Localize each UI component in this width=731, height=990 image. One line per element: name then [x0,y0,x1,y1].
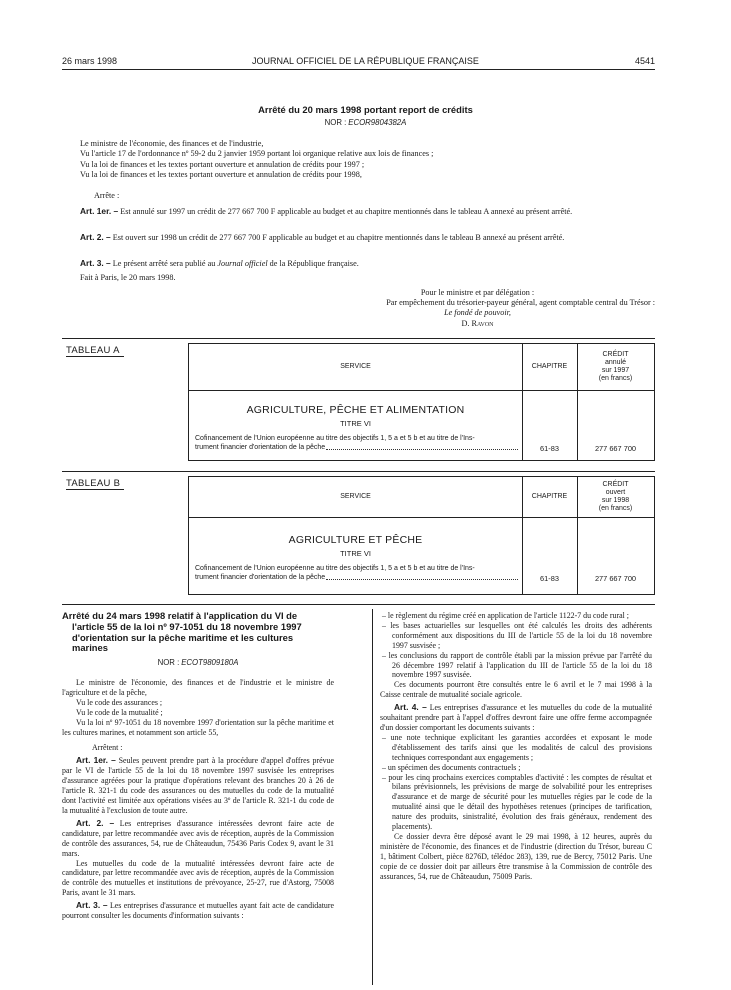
col-chapitre: CHAPITRE [531,493,568,500]
visa-line: Vu la loi de finances et les textes portant ouverture et annulation de crédits pour 1997 ; [80,159,365,169]
col-credit-line: ouvert [605,489,626,496]
arrete1-article-2 [66,232,655,243]
list-item: – les bases actuarielles sur lesquelles ont été calculés les droits des adhérents conformément aux dispositions du III de l'article 55 de la loi du 18 novembre 1997 susvisée ; [382,620,653,650]
column-rule [372,609,373,985]
col-credit [577,477,654,517]
description-line-dotted [195,573,520,582]
signature-line-1: Pour le ministre et par délégation : [420,288,535,297]
col-service: SERVICE [340,493,371,500]
arrete2-article-4 [380,703,652,733]
article-text: Les entreprises d'assurance et mutuelles ayant fait acte de candidature pourront consulter les documents d'information suivants : [62,901,334,921]
header-rule [62,69,655,70]
tableau-a-label-underline [66,356,124,357]
chapitre-value: 61-83 [540,574,559,583]
article-label: Art. 1er. – [76,755,116,766]
col-credit [577,344,654,390]
arrete1-article-3 [66,258,655,269]
arrete2-arretent: Arrêtent : [92,742,123,752]
title-line: d'orientation sur la pêche maritime et les cultures [72,631,294,643]
list-item-text: pour les cinq prochains exercices comptables d'activité : les comptes de résultat et bilans prévisionnels, les prévisions de marge de solvabilité pour les entreprises d'assurance et de marge de sécurité pour les mutuelles régies par le code de la mutualité ainsi que le détail des hypothèses retenues (principes de tarification, nature des produits, sinistralité, évolution des frais généraux, rendement des placements). [388,772,653,832]
credit-value: 277 667 700 [594,574,637,583]
section-rule [62,604,655,605]
article-text: Est ouvert sur 1998 un crédit de 277 667 700 F applicable au budget et au chapitre mentionnés dans le tableau B annexé au présent arrêté. [112,233,565,242]
signature-name: D. Ravon [461,319,494,328]
list-item: – le règlement du régime créé en application de l'article 1122-7 du code rural ; [382,611,629,620]
tableau-b-label: TABLEAU B [66,478,121,489]
arrete1-article-1 [66,206,655,217]
tableau-b-label-underline [66,489,124,490]
article-text: Le présent arrêté sera publié au [112,259,216,268]
tableau-a-rule [62,338,655,339]
signature-line-3: Le fondé de pouvoir, [444,308,511,317]
tableau-b [188,476,655,595]
titre-label: TITRE VI [340,549,371,558]
visa-line: Le ministre de l'économie, des finances et de l'industrie, [80,139,264,148]
article-text: Est annulé sur 1997 un crédit de 277 667 700 F applicable au budget et au chapitre mentionnés dans le tableau A annexé au présent arrêté. [120,207,573,216]
ministry-name: AGRICULTURE ET PÊCHE [288,534,423,546]
tableau-a [188,343,655,461]
article-text: Seules peuvent prendre part à la procédure d'appel d'offres prévue par le VI de l'article 55 de la loi du 18 novembre 1997 susvisée les entreprises d'assurance agréées pour la pratique d'opérations relevant des branches 20 à 26 de l'article R. 321-1 du code des assurances ou des mutuelles du code de la mutualité dont l'activité est limitée aux opérations visées au 3º de l'article R. 321-1 du code de la mutualité à l'exclusion de toute autre. [62,756,334,815]
arrete2-article-1 [62,756,334,815]
list-item-text: une note technique explicitant les garanties accordées et exposant le mode d'établissement des tarifs ainsi que les modalités de calcul des provisions techniques correspondant aux engagements ; [390,732,652,762]
arrete1-title: Arrêté du 20 mars 1998 portant report de crédits [258,104,473,115]
arrete2-article-2-para2: Les mutuelles du code de la mutualité intéressées devront faire acte de candidature, par lettre recommandée avec avis de réception, auprès de la Commission de contrôle des mutuelles et institutions de prévoyance, 25-27, rue d'Astorg, 75008 Paris, avant le 31 mars. [62,858,334,898]
title-line: Arrêté du 24 mars 1998 relatif à l'application du VI de [62,610,298,621]
col-credit-line: sur 1997 [601,367,630,374]
col-credit-line: (en francs) [598,375,633,382]
description-line: Cofinancement de l'Union européenne au titre des objectifs 1, 5 a et 5 b et au titre de l'Ins- [195,435,475,442]
col-credit-line: CRÉDIT [602,481,629,488]
visa-line: Vu le code de la mutualité ; [76,707,163,717]
arrete1-arrete: Arrête : [94,191,120,200]
list-item: – pour les cinq prochains exercices comptables d'activité : les comptes de résultat et bilans prévisionnels, les prévisions de marge de solvabilité pour les entreprises d'assurance et de marge de sécurité pour les mutuelles régies par le code de la mutualité ainsi que le détail des hypothèses retenues (principes de tarification, nature des produits, sinistralité, évolution des frais généraux, rendement des placements). [382,772,653,832]
titre-label: TITRE VI [340,419,371,428]
dot-leader [326,579,518,580]
consultation-paragraph: Ces documents pourront être consultés entre le 6 avril et le 7 mai 1998 à la Caisse centrale de mutualité sociale agricole. [380,680,652,700]
tableau-a-label: TABLEAU A [66,345,120,356]
header-date: 26 mars 1998 [62,56,118,66]
article-text: de la République française. [269,259,359,268]
arrete2-title [62,611,334,654]
article-label: Art. 2. – [80,232,111,242]
arrete2-nor [62,658,334,668]
list-item-text: les bases actuarielles sur lesquelles ont été calculés les droits des adhérents conformément aux dispositions du III de l'article 55 de la loi du 18 novembre 1997 susvisée ; [390,620,653,650]
description-line-dotted [195,443,520,452]
col-credit-line: sur 1998 [601,497,630,504]
description-line: trument financier d'orientation de la pêche [195,574,326,581]
col-service: SERVICE [340,363,371,370]
header-journal-title: JOURNAL OFFICIEL DE LA RÉPUBLIQUE FRANÇAISE [252,56,479,66]
dot-leader [326,449,518,450]
article-label: Art. 4. – [394,702,427,713]
visa-line: Vu l'article 17 de l'ordonnance nº 59-2 du 2 janvier 1959 portant loi organique relative aux lois de finances ; [80,149,434,159]
signature-line-2: Par empêchement du trésorier-payeur général, agent comptable central du Trésor : [386,298,655,307]
list-item-text: un spécimen des documents contractuels ; [387,762,521,772]
arrete2-right-column [380,611,652,881]
tableau-b-rule [62,471,655,472]
nor-label: NOR : [324,118,347,127]
line-description [195,564,520,582]
list-item: – un spécimen des documents contractuels ; [382,762,521,772]
col-credit-line: (en francs) [598,505,633,512]
col-credit-line: CRÉDIT [602,351,629,358]
nor-code: ECOT9809180A [181,658,239,668]
line-description [195,434,520,452]
visa-line: Le ministre de l'économie, des finances et de l'industrie et le ministre de l'agriculture et de la pêche, [62,678,334,697]
col-credit-line: annulé [604,359,627,366]
article-text: Les entreprises d'assurance et les mutuelles du code de la mutualité souhaitant prendre part à l'appel d'offres devront faire une offre ferme accompagnée d'un dossier comportant les documents suivants : [380,703,652,732]
header-divider [189,517,654,518]
col-chapitre: CHAPITRE [531,363,568,370]
article-label: Art. 1er. – [80,206,119,216]
visa-line: Vu le code des assurances ; [76,697,163,707]
final-paragraph: Ce dossier devra être déposé avant le 29 mai 1998, à 12 heures, auprès du ministère de l'économie, des finances et de l'industrie (direction du Trésor, bureau C 1, bâtiment Colbert, pièce 8276D, télédoc 283), 139, rue de Bercy, 75012 Paris. Une copie de ce dossier doit par ailleurs être transmise à la Commission de contrôle des assurances, 54, rue de Châteaudun, 75009 Paris. [380,831,652,881]
description-line: Cofinancement de l'Union européenne au titre des objectifs 1, 5 a et 5 b et au titre de l'Ins- [195,565,475,572]
article-label: Art. 2. – [76,817,115,828]
article-label: Art. 3. – [76,900,108,911]
description-line: trument financier d'orientation de la pêche [195,444,326,451]
list-item: – une note technique explicitant les garanties accordées et exposant le mode d'établissement des tarifs ainsi que les modalités de calcul des provisions techniques correspondant aux engagements ; [382,732,652,762]
arrete1-visas [80,139,655,181]
list-item: – les conclusions du rapport de contrôle établi par la mission prévue par l'arrêté du 26 décembre 1997 relatif à l'application du III de l'article 55 de la loi du 18 novembre 1997 susvisée. [382,650,652,680]
article-text: Les entreprises d'assurance intéressées devront faire acte de candidature, par lettre recommandée avec avis de réception, auprès de la Commission de contrôle des assurances, 54, rue de Châteaudun, 75436 Paris Codex 9, avant le 31 mars. [62,818,334,858]
ministry-name: AGRICULTURE, PÊCHE ET ALIMENTATION [246,404,465,416]
list-item-text: le règlement du régime créé en application de l'article 1122-7 du code rural ; [387,611,629,620]
article-label: Art. 3. – [80,258,111,268]
chapitre-value: 61-83 [540,444,559,453]
arrete2-left-column [62,611,334,921]
nor-label: NOR : [157,658,180,668]
header-page-number: 4541 [634,56,655,66]
list-item-text: les conclusions du rapport de contrôle établi par la mission prévue par l'arrêté du 26 décembre 1997 relatif à l'application du III de l'article 55 de la loi du 18 novembre 1997 susvisée. [388,650,652,680]
arrete2-article-3 [62,901,334,921]
title-line: l'article 55 de la loi nº 97-1051 du 18 novembre 1997 [72,620,302,632]
nor-code: ECOR9804382A [348,118,407,127]
title-line: marines [72,642,108,654]
visa-line: Vu la loi de finances et les textes portant ouverture et annulation de crédits pour 1998, [80,170,362,180]
journal-officiel-ref: Journal officiel [217,259,268,268]
arrete2-article-2 [62,819,334,859]
header-divider [189,390,654,391]
arrete1-fait: Fait à Paris, le 20 mars 1998. [80,273,176,282]
credit-value: 277 667 700 [594,444,637,453]
visa-line: Vu la loi nº 97-1051 du 18 novembre 1997 d'orientation sur la pêche maritime et les cultures marines, et notamment son article 55, [62,717,334,737]
arrete1-nor [0,118,731,127]
